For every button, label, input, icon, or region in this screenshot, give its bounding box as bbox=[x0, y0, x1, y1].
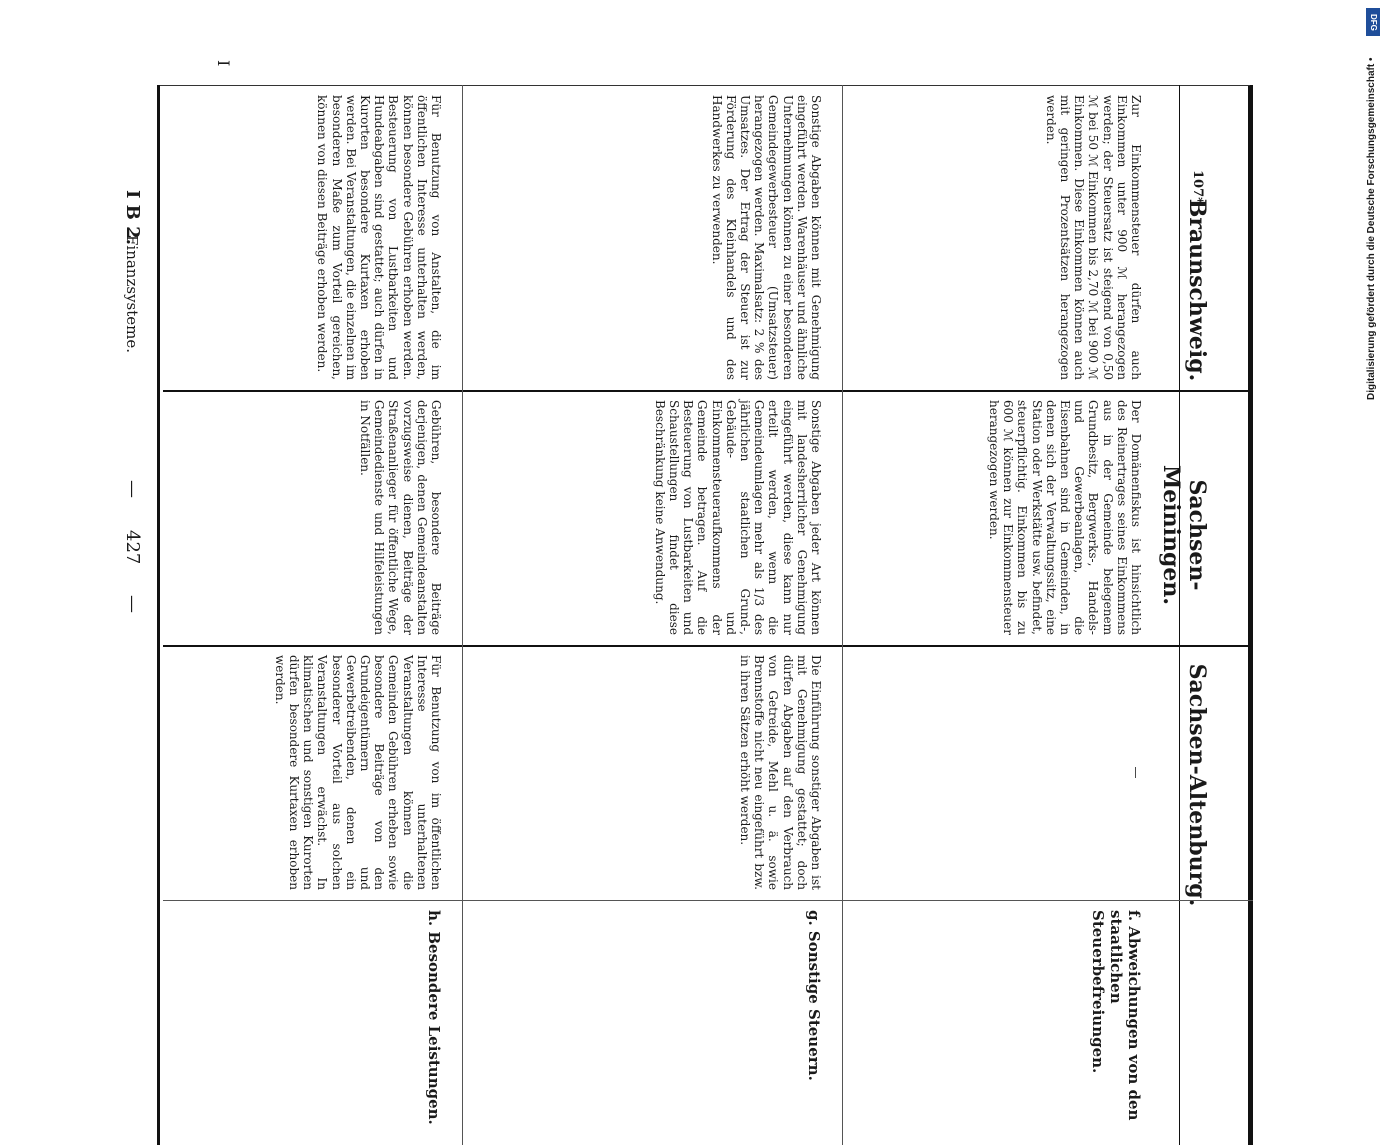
section-number: I B 2. bbox=[122, 190, 143, 245]
column-header-braunschweig: Braunschweig. bbox=[1184, 198, 1210, 382]
header-dash-right: — bbox=[122, 595, 143, 613]
row-label-h: h. Besondere Leistungen. bbox=[425, 910, 443, 1125]
cell-f-meiningen: Der Domänenfiskus ist hinsichtlich des Reinertrages seines Einkommens aus in der Gemeinde belegenem Grundbesitz, Bergwerks-, Handels- und Gewerbeanlagen, die Eisenbahnen sind in Gemeinden, in denen sich der Verwaltungssitz, eine Station oder Werkstätte usw. befindet, steuerpflichtig. Einkommen bis zu 600 ℳ können zur Einkommensteuer herangezogen werden. bbox=[986, 400, 1143, 635]
col-divider-1 bbox=[163, 390, 1253, 392]
table-body bbox=[163, 85, 1183, 1145]
signature-mark-right: 107* bbox=[1190, 170, 1205, 204]
header-dash-left: — bbox=[122, 480, 143, 498]
page-header bbox=[63, 40, 143, 960]
cell-g-altenburg: Die Einführung sonstiger Abgaben ist mit Genehmigung gestattet; doch dürfen Abgaben auf den Verbrauch von Getreide, Mehl u. ä. sowie Brennstoffe nicht neu eingeführt bzw. in ihren Sätzen erhöht werden. bbox=[737, 655, 823, 890]
cell-h-altenburg: Für Benutzung von im öffentlichen Interesse unterhaltenen Veranstaltungen können die Gemeinden Gebühren erheben sowie besondere Beiträge von den Grundeigentümern und Gewerbetreibenden, denen ein besonderer Vorteil aus solchen Veranstaltungen erwächst. In klimatischen und sonstigen Kurorten dürfen besondere Kurtaxen erhoben werden. bbox=[272, 655, 443, 890]
page-number: 427 bbox=[122, 530, 143, 565]
col-divider-2 bbox=[163, 645, 1253, 647]
dfg-logo: DFG bbox=[1366, 8, 1380, 36]
table-top-rule bbox=[1248, 85, 1250, 1145]
cell-f-altenburg: — bbox=[1129, 766, 1143, 779]
row-divider-1 bbox=[842, 85, 843, 1145]
cell-h-meiningen: Gebühren, besondere Beiträge derjenigen, denen Gemeindeanstalten vorzugsweise dienen, Beiträge der Straßenanlieger für öffentliche Wege, Gemeindedienste und Hilfeleistungen in Notfällen. bbox=[357, 400, 443, 635]
row-label-g: g. Sonstige Steuern. bbox=[805, 910, 823, 1081]
cell-g-meiningen: Sonstige Abgaben jeder Art können mit landesherrlicher Genehmigung eingeführt werden, diese kann nur erteilt werden, wenn die Gemeindeumlagen mehr als 1/3 des jährlichen staatlichen Grund-, Gebäude- und Einkommensteueraufkommens der Gemeinde betragen. Auf die Besteuerung von Lustbarkeiten und Schaustellungen findet diese Beschränkung keine Anwendung. bbox=[652, 400, 823, 635]
dfg-funding-notice: Digitalisierung gefördert durch die Deutsche Forschungsgemeinschaft • bbox=[1366, 57, 1377, 400]
row-divider-2 bbox=[462, 85, 463, 1145]
cell-g-braunschweig: Sonstige Abgaben können mit Genehmigung eingeführt werden. Warenhäuser und ähnliche Unternehmungen können zu einer besonderen Gemeindegewerbesteuer (Umsatzsteuer) herangezogen werden. Maximalsatz: 2 % des Umsatzes. Der Ertrag der Steuer ist zur Förderung des Kleinhandels und des Handwerkes zu verwenden. bbox=[709, 95, 823, 380]
col-divider-3 bbox=[163, 900, 1253, 901]
cell-f-braunschweig: Zur Einkommensteuer dürfen auch Einkommen unter 900 ℳ herangezogen werden; der Steuersatz ist steigend von 0,50 ℳ bei 50 ℳ Einkommen bis 2,70 ℳ bei 900 ℳ Einkommen. Diese Einkommen können auch mit geringen Prozentsätzen herangezogen werden. bbox=[1043, 95, 1143, 380]
cell-h-braunschweig: Für Benutzung von Anstalten, die im öffentlichen Interesse unterhalten werden, können besondere Gebühren erhoben werden. Besteuerung von Lustbarkeiten und Hundeabgaben sind gestattet; auch dürfen in Kurorten besondere Kurtaxen erhoben werden. Bei Veranstaltungen, die einzelnen im besonderen Maße zum Vorteil gereichen, können von diesen Beiträge erhoben werden. bbox=[315, 95, 443, 380]
section-title: Finanzsysteme. bbox=[123, 235, 141, 354]
column-header-sachsen-altenburg: Sachsen-Altenburg. bbox=[1184, 663, 1210, 907]
column-header-sachsen-meiningen: Sachsen-Meiningen. bbox=[1158, 464, 1210, 606]
row-label-f: f. Abweichungen von den staatlichen Steuerbefreiungen. bbox=[1089, 910, 1143, 1121]
signature-mark-left: I bbox=[214, 60, 233, 67]
